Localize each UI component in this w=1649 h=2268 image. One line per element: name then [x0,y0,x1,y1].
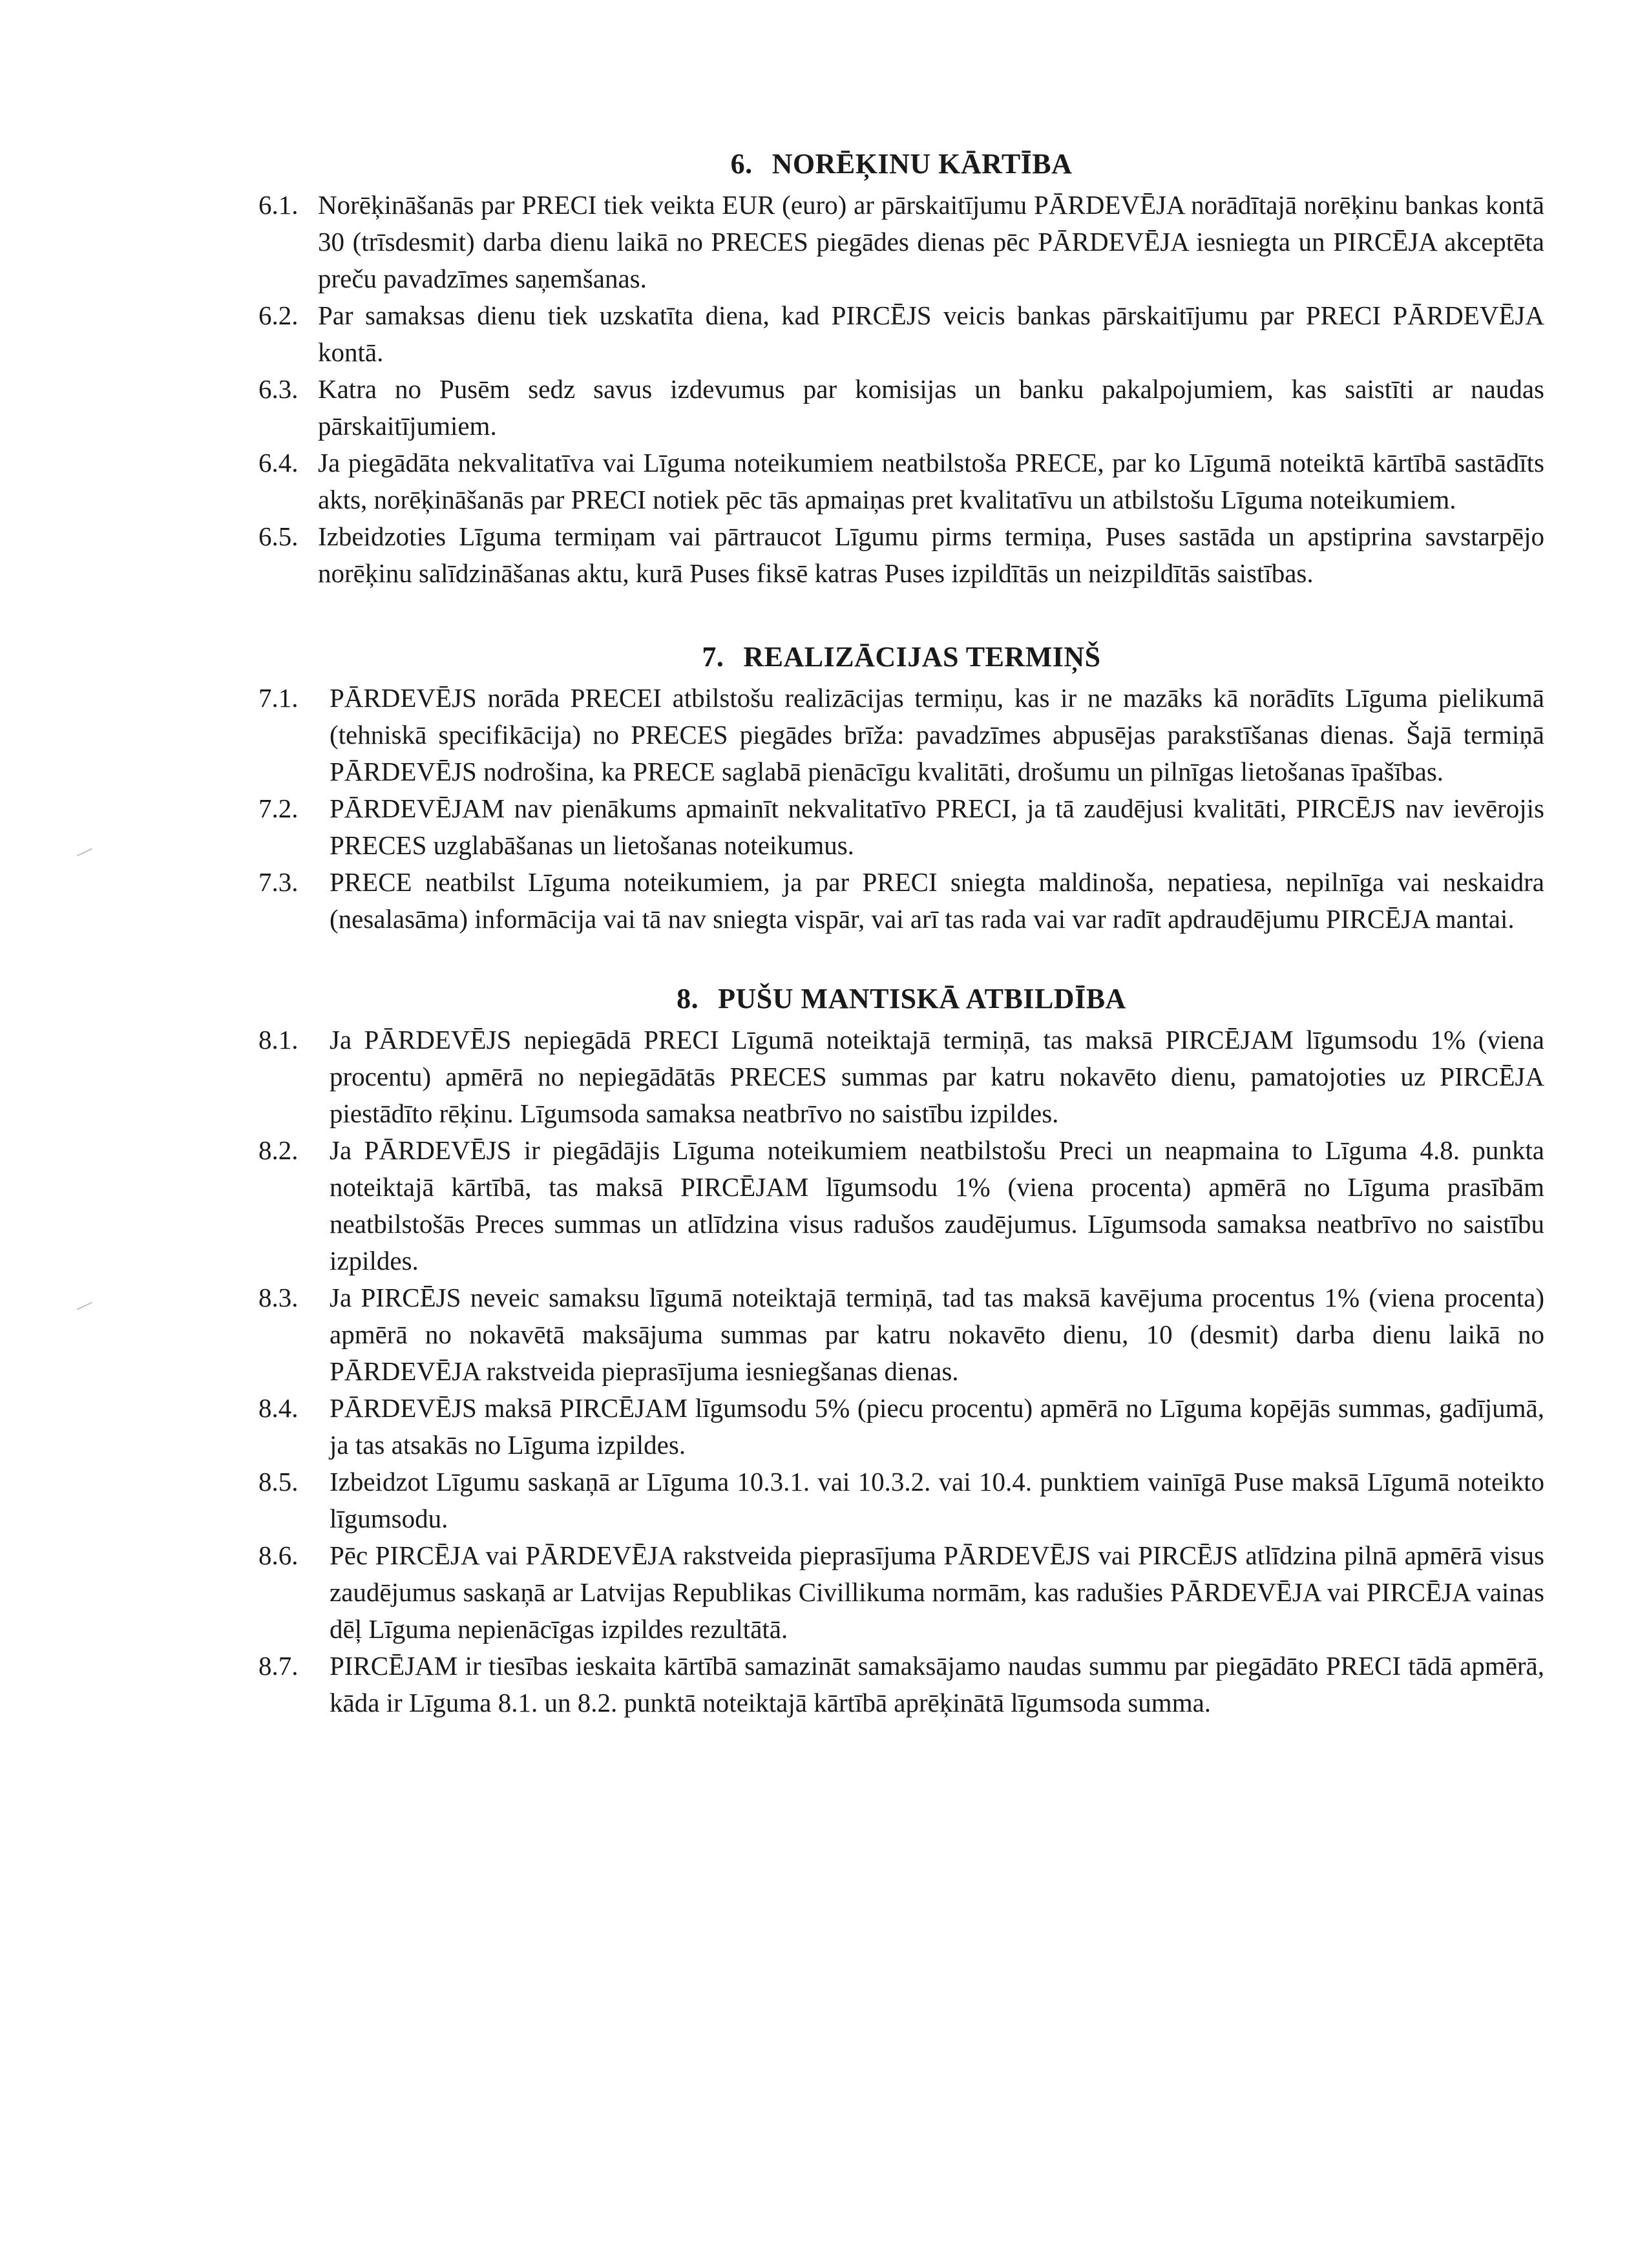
clause-number: 6.2. [258,300,299,330]
clause-number: 8.4. [258,1393,299,1423]
clause-number: 7.3. [258,867,299,897]
clause-text: Ja PĀRDEVĒJS ir piegādājis Līguma noteikumiem neatbilstošu Preci un neapmaina to Līguma 4.8. punkta noteiktajā kārtībā, tas maksā PIRCĒJAM līgumsodu 1% (viena procenta) apmērā no Līguma prasībām neatbilstošās Preces summas un atlīdzina visus radušos zaudējumus. Līgumsoda samaksa neatbrīvo no saistību izpildes. [330,1135,1544,1276]
clause-6-5 [258,518,1544,592]
scan-mark [77,1302,92,1310]
clause-7-1 [258,680,1544,790]
clause-8-6 [258,1537,1544,1648]
clause-7-2 [258,790,1544,864]
clause-8-3 [258,1279,1544,1390]
clause-text: Ja PĀRDEVĒJS nepiegādā PRECI Līgumā noteiktajā termiņā, tas maksā PIRCĒJAM līgumsodu 1% (viena procentu) apmērā no nepiegādātās PRECES summas par katru nokavēto dienu, pamatojoties uz PIRCĒJA piestādīto rēķinu. Līgumsoda samaksa neatbrīvo no saistību izpildes. [330,1025,1544,1128]
clause-6-1 [258,187,1544,297]
clause-number: 8.7. [258,1651,299,1681]
clause-number: 7.2. [258,793,299,823]
clause-text: Katra no Pusēm sedz savus izdevumus par komisijas un banku pakalpojumiem, kas saistīti ar naudas pārskaitījumiem. [318,374,1544,441]
clause-text: Ja piegādāta nekvalitatīva vai Līguma noteikumiem neatbilstoša PRECE, par ko Līgumā noteiktā kārtībā sastādīts akts, norēķināšanās par PRECI notiek pēc tās apmaiņas pret kvalitatīvu un atbilstošu Līguma noteikumiem. [318,448,1544,514]
section-heading [258,638,1544,676]
clause-text: Par samaksas dienu tiek uzskatīta diena, kad PIRCĒJS veicis bankas pārskaitījumu par PRECI PĀRDEVĒJA kontā. [318,300,1544,367]
clause-text: PĀRDEVĒJS maksā PIRCĒJAM līgumsodu 5% (piecu procentu) apmērā no Līguma kopējās summas, gadījumā, ja tas atsakās no Līguma izpildes. [330,1393,1544,1460]
clause-number: 7.1. [258,683,299,713]
clause-number: 6.5. [258,521,299,551]
clause-8-5 [258,1464,1544,1537]
section-title: REALIZĀCIJAS TERMIŅŠ [743,641,1101,673]
section-number: 6. [730,148,753,180]
clause-number: 8.6. [258,1540,299,1570]
section-number: 7. [702,641,724,673]
clause-8-4 [258,1390,1544,1464]
clause-number: 6.4. [258,448,299,478]
section-6 [258,145,1544,592]
clause-number: 8.2. [258,1135,299,1165]
clause-number: 8.5. [258,1467,299,1496]
section-spacer [258,938,1544,980]
section-spacer [258,592,1544,638]
section-7 [258,638,1544,938]
section-title: PUŠU MANTISKĀ ATBILDĪBA [718,983,1126,1014]
section-number: 8. [677,983,699,1014]
clause-6-3 [258,371,1544,445]
clause-text: PĀRDEVĒJAM nav pienākums apmainīt nekvalitatīvo PRECI, ja tā zaudējusi kvalitāti, PIRCĒJS nav ievērojis PRECES uzglabāšanas un lietošanas noteikumus. [330,793,1544,860]
clause-number: 8.3. [258,1283,299,1312]
clause-8-1 [258,1022,1544,1132]
clause-text: PRECE neatbilst Līguma noteikumiem, ja par PRECI sniegta maldinoša, nepatiesa, nepilnīga vai neskaidra (nesalasāma) informācija vai tā nav sniegta vispār, vai arī tas rada vai var radīt apdraudējumu PIRCĒJA mantai. [330,867,1544,934]
clause-6-4 [258,445,1544,518]
clause-text: Izbeidzoties Līguma termiņam vai pārtraucot Līgumu pirms termiņa, Puses sastāda un apstiprina savstarpējo norēķinu salīdzināšanas aktu, kurā Puses fiksē katras Puses izpildītās un neizpildītās saistības. [318,521,1544,588]
clause-number: 8.1. [258,1025,299,1055]
clause-number: 6.1. [258,190,299,220]
section-title: NORĒĶINU KĀRTĪBA [772,148,1073,180]
clause-text: PIRCĒJAM ir tiesības ieskaita kārtībā samazināt samaksājamo naudas summu par piegādāto PRECI tādā apmērā, kāda ir Līguma 8.1. un 8.2. punktā noteiktajā kārtībā aprēķinātā līgumsoda summa. [330,1651,1544,1717]
section-heading [258,145,1544,183]
section-8 [258,980,1544,1721]
clause-text: Norēķināšanās par PRECI tiek veikta EUR (euro) ar pārskaitījumu PĀRDEVĒJA norādītajā norēķinu bankas kontā 30 (trīsdesmit) darba dienu laikā no PRECES piegādes dienas pēc PĀRDEVĒJA iesniegta un PIRCĒJA akceptēta preču pavadzīmes saņemšanas. [318,190,1544,293]
clause-7-3 [258,864,1544,938]
document-body [258,145,1544,1721]
clause-6-2 [258,297,1544,371]
clause-8-2 [258,1132,1544,1279]
clause-8-7 [258,1648,1544,1721]
clause-text: Ja PIRCĒJS neveic samaksu līgumā noteiktajā termiņā, tad tas maksā kavējuma procentus 1% (viena procenta) apmērā no nokavētā maksājuma summas par katru nokavēto dienu, 10 (desmit) darba dienu laikā no PĀRDEVĒJA rakstveida pieprasījuma iesniegšanas dienas. [330,1283,1544,1386]
clause-text: Pēc PIRCĒJA vai PĀRDEVĒJA rakstveida pieprasījuma PĀRDEVĒJS vai PIRCĒJS atlīdzina pilnā apmērā visus zaudējumus saskaņā ar Latvijas Republikas Civillikuma normām, kas radušies PĀRDEVĒJA vai PIRCĒJA vainas dēļ Līguma nepienācīgas izpildes rezultātā. [330,1540,1544,1644]
clause-text: Izbeidzot Līgumu saskaņā ar Līguma 10.3.1. vai 10.3.2. vai 10.4. punktiem vainīgā Puse maksā Līgumā noteikto līgumsodu. [330,1467,1544,1533]
section-heading [258,980,1544,1018]
clause-number: 6.3. [258,374,299,404]
clause-text: PĀRDEVĒJS norāda PRECEI atbilstošu realizācijas termiņu, kas ir ne mazāks kā norādīts Līguma pielikumā (tehniskā specifikācija) no PRECES piegādes brīža: pavadzīmes abpusējas parakstīšanas dienas. Šajā termiņā PĀRDEVĒJS nodrošina, ka PRECE saglabā pienācīgu kvalitāti, drošumu un pilnīgas lietošanas īpašības. [330,683,1544,786]
scan-mark [77,848,92,857]
